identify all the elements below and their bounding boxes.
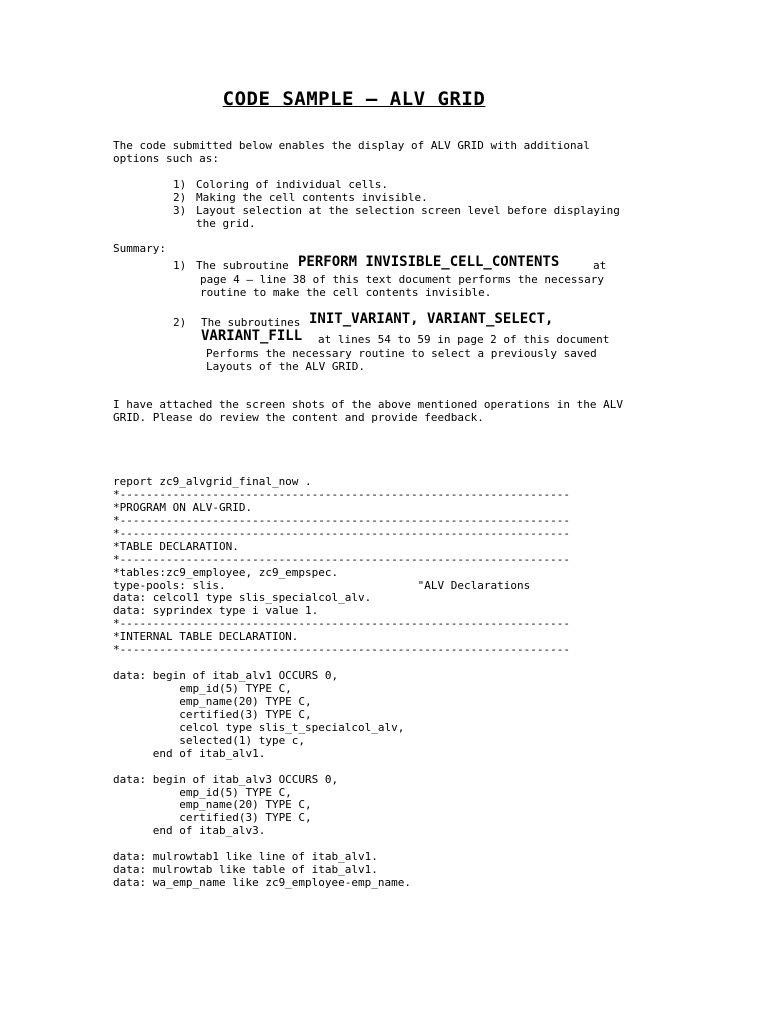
summary-label: Summary: [113,242,166,255]
code-line: emp_id(5) TYPE C, [113,785,292,799]
code-line: *INTERNAL TABLE DECLARATION. [113,630,299,644]
option-1-text: Coloring of individual cells. [196,178,389,191]
summary-2-line3: Performs the necessary routine to select a previously saved [206,347,597,360]
code-line: *tables:zc9_employee, zc9_empspec. [113,565,339,579]
option-2-text: Making the cell contents invisible. [196,191,428,204]
option-1-num: 1) [173,178,187,191]
code-line: data: mulrowtab1 like line of itab_alv1. [113,850,378,864]
code-line: data: syprindex type i value 1. [113,604,319,618]
option-3-num: 3) [173,204,187,217]
code-line: data: mulrowtab like table of itab_alv1. [113,863,378,877]
closing-line-2: GRID. Please do review the content and provide feedback. [113,411,484,424]
code-line: data: begin of itab_alv1 OCCURS 0, [113,669,339,683]
code-line: *-------------------------------------------------------------------- [113,552,570,566]
code-line: end of itab_alv1. [113,746,266,760]
code-listing [113,476,570,890]
summary-2-routines-2: VARIANT_FILL [201,328,303,344]
summary-2-routines-1: INIT_VARIANT, VARIANT_SELECT, [309,311,554,327]
code-line: certified(3) TYPE C, [113,811,312,825]
option-2-num: 2) [173,191,187,204]
code-line: *TABLE DECLARATION. [113,539,239,553]
code-line: end of itab_alv3. [113,824,266,838]
option-3-text: Layout selection at the selection screen level before displaying [196,204,620,217]
code-line: *-------------------------------------------------------------------- [113,487,570,501]
code-line: report zc9_alvgrid_final_now . [113,475,312,488]
code-line: celcol type slis_t_specialcol_alv, [113,720,405,734]
code-line: data: wa_emp_name like zc9_employee-emp_name. [113,876,412,890]
code-line: type-pools: slis. "ALV Declarations [113,578,531,592]
summary-1-num: 1) [173,259,187,272]
code-line: selected(1) type c, [113,733,306,747]
code-line: *-------------------------------------------------------------------- [113,617,570,631]
summary-2-post: at lines 54 to 59 in page 2 of this document [318,333,610,346]
code-line: emp_name(20) TYPE C, [113,798,312,812]
summary-1-post: at [593,259,607,272]
code-line: *-------------------------------------------------------------------- [113,513,570,527]
option-3-continued: the grid. [196,217,256,230]
code-line [113,761,570,774]
summary-1-line2: page 4 – line 38 of this text document performs the necessary [200,273,604,286]
code-line: *PROGRAM ON ALV-GRID. [113,500,253,514]
code-line: emp_name(20) TYPE C, [113,694,312,708]
code-line: data: celcol1 type slis_specialcol_alv. [113,591,372,605]
summary-2-line4: Layouts of the ALV GRID. [206,360,365,373]
summary-1-routine: PERFORM INVISIBLE_CELL_CONTENTS [298,254,560,270]
closing-line-1: I have attached the screen shots of the above mentioned operations in the ALV [113,398,623,411]
summary-1-pre: The subroutine [196,259,289,272]
intro-line-2: options such as: [113,152,219,165]
code-line: *-------------------------------------------------------------------- [113,526,570,540]
summary-2-pre: The subroutines [201,316,301,329]
summary-2-num: 2) [173,316,187,329]
code-line: *-------------------------------------------------------------------- [113,643,570,657]
summary-1-line3: routine to make the cell contents invisible. [200,286,492,299]
intro-line-1: The code submitted below enables the display of ALV GRID with additional [113,139,590,152]
code-line: emp_id(5) TYPE C, [113,682,292,695]
code-line: certified(3) TYPE C, [113,707,312,721]
code-line: data: begin of itab_alv3 OCCURS 0, [113,772,339,786]
page-title: CODE SAMPLE – ALV GRID [222,88,486,110]
